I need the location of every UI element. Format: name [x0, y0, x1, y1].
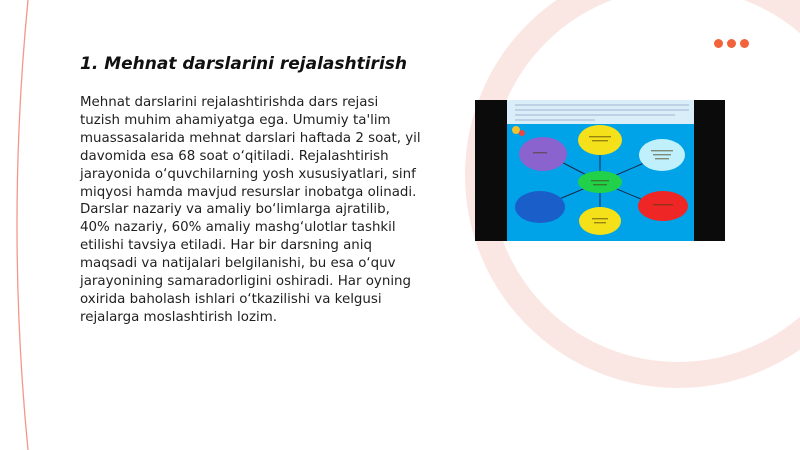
node-center — [578, 171, 622, 193]
three-dots-icon — [714, 39, 749, 48]
node-upper-left — [519, 137, 567, 171]
dot-3 — [740, 39, 749, 48]
dot-1 — [714, 39, 723, 48]
slide-body-text: Mehnat darslarini rejalashtirishda dars rejasi tuzish muhim ahamiyatga ega. Umumiy ta'lim muassasalarida mehnat darslari haftada 2 soat, yil davomida esa 68 soat o‘qitiladi. Rejalashtirish jarayonida o‘quvchilarning yosh xususiyatlari, sinf miqyosi hamda mavjud resurslar inobatga olinadi. Darslar nazariy va amaliy bo‘limlarga ajratilib, 40% nazariy, 60% amaliy mashg‘ulotlar tashkil etilishi tavsiya etiladi. Har bir darsning aniq maqsadi va natijalari belgilanishi, bu esa o‘quv jarayonining samaradorligini oshiradi. Har oyning oxirida baholash ishlari o‘tkazilishi va kelgusi rejalarga moslashtirish lozim. — [80, 95, 421, 325]
slide-title: 1. Mehnat darslarini rejalashtirish — [80, 54, 407, 74]
dot-2 — [727, 39, 736, 48]
node-bottom — [579, 207, 621, 235]
mind-map-diagram-image — [475, 100, 725, 241]
node-lower-left — [515, 191, 565, 223]
node-lower-right — [638, 191, 688, 221]
header-marker — [512, 126, 520, 134]
left-edge-arc — [17, 0, 28, 450]
diagram-header-band — [507, 100, 694, 124]
